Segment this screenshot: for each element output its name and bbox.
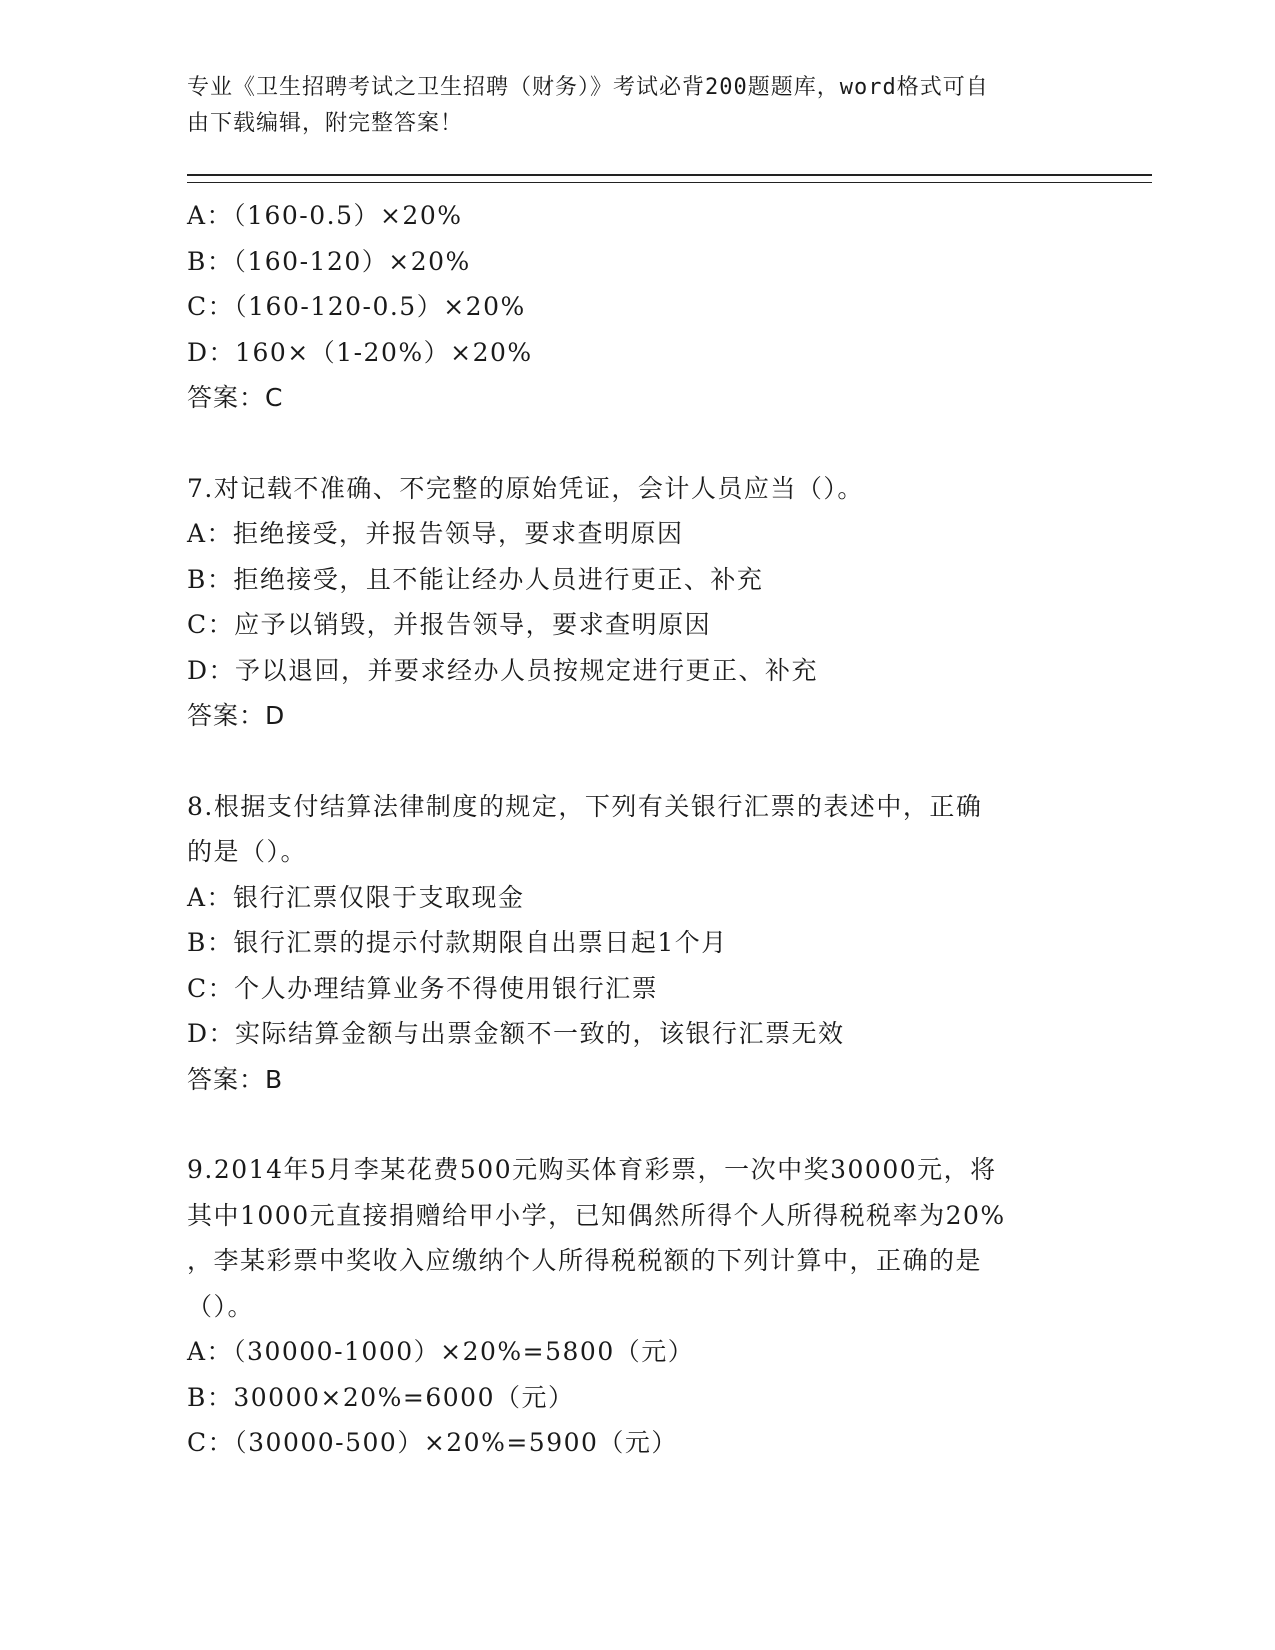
q6-answer: 答案：C — [187, 383, 284, 412]
q9-stem-line-4: （）。 — [187, 1291, 255, 1321]
q9-option-c: C：（30000-500）×20%=5900（元） — [187, 1428, 678, 1457]
q9-stem-line-3: ，李某彩票中奖收入应缴纳个人所得税税额的下列计算中，正确的是 — [187, 1246, 983, 1275]
document-page — [187, 70, 1107, 1466]
q8-stem-line-1: 8.根据支付结算法律制度的规定，下列有关银行汇票的表述中，正确 — [187, 791, 983, 821]
header-divider — [187, 174, 1152, 183]
q7-stem: 7.对记载不准确、不完整的原始凭证，会计人员应当（）。 — [187, 473, 864, 503]
document-header — [187, 70, 1067, 142]
question-6-block — [187, 193, 1107, 421]
q6-option-c: C：（160-120-0.5）×20% — [187, 292, 526, 321]
q8-answer: 答案：B — [187, 1064, 284, 1094]
q6-option-a: A：（160-0.5）×20% — [187, 201, 463, 230]
q9-option-b: B：30000×20%=6000（元） — [187, 1382, 575, 1412]
q6-option-b: B：（160-120）×20% — [187, 246, 471, 276]
header-line-1: 专业《卫生招聘考试之卫生招聘（财务）》考试必背200题题库，word格式可自 — [187, 75, 989, 100]
q8-stem-line-2: 的是（）。 — [187, 837, 308, 866]
question-7-block — [187, 466, 1107, 739]
q9-stem-line-2: 其中1000元直接捐赠给甲小学，已知偶然所得个人所得税税率为20% — [187, 1200, 1006, 1230]
q6-option-d: D：160×（1-20%）×20% — [187, 337, 533, 367]
q7-answer: 答案：D — [187, 701, 286, 730]
header-line-2: 由下载编辑，附完整答案！ — [187, 111, 464, 136]
q7-option-d: D：予以退回，并要求经办人员按规定进行更正、补充 — [187, 655, 819, 685]
q8-option-b: B：银行汇票的提示付款期限自出票日起1个月 — [187, 928, 728, 957]
q8-option-a: A：银行汇票仅限于支取现金 — [187, 882, 525, 912]
q8-option-c: C：个人办理结算业务不得使用银行汇票 — [187, 973, 659, 1003]
question-9-block — [187, 1147, 1107, 1466]
q8-option-d: D：实际结算金额与出票金额不一致的，该银行汇票无效 — [187, 1019, 845, 1048]
q9-stem-line-1: 9.2014年5月李某花费500元购买体育彩票，一次中奖30000元，将 — [187, 1155, 997, 1184]
q9-option-a: A：（30000-1000）×20%=5800（元） — [187, 1337, 695, 1366]
question-8-block — [187, 784, 1107, 1103]
q7-option-c: C：应予以销毁，并报告领导，要求查明原因 — [187, 610, 712, 639]
q7-option-a: A：拒绝接受，并报告领导，要求查明原因 — [187, 519, 684, 548]
q7-option-b: B：拒绝接受，且不能让经办人员进行更正、补充 — [187, 564, 764, 594]
